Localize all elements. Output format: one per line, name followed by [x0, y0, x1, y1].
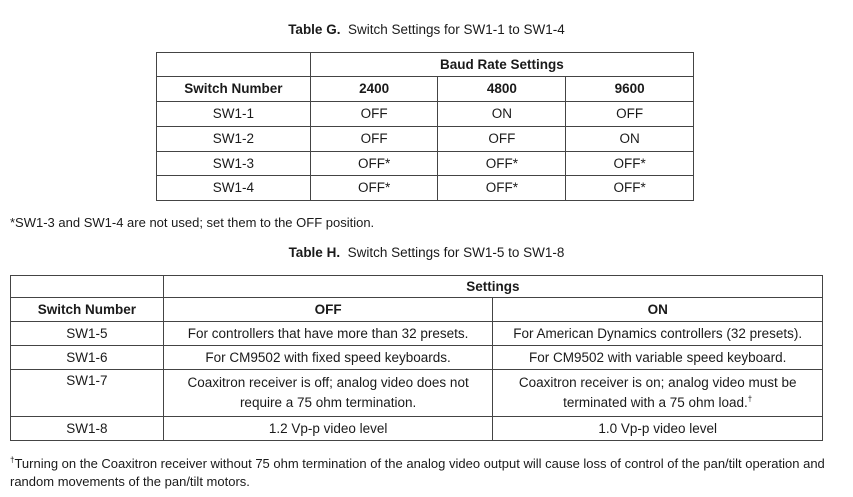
on-cell-line — [493, 393, 822, 413]
table-h-caption-label: Table H. — [288, 245, 341, 260]
table-h — [10, 275, 823, 441]
dagger-mark: † — [10, 455, 15, 465]
on-cell: For American Dynamics controllers (32 presets). — [493, 322, 823, 346]
value-cell: OFF* — [566, 152, 694, 176]
table-g-caption-label: Table G. — [288, 22, 341, 37]
table-h-corner-cell — [11, 276, 164, 298]
value-cell: OFF* — [566, 176, 694, 201]
table-g-col-header: 2400 — [310, 77, 438, 102]
switch-cell: SW1-6 — [11, 346, 164, 370]
table-h-caption — [0, 245, 853, 260]
table-row — [157, 102, 694, 127]
table-g-caption — [0, 22, 853, 37]
value-cell: OFF* — [310, 176, 438, 201]
table-row — [11, 322, 823, 346]
table-g-col-header: 9600 — [566, 77, 694, 102]
switch-cell: SW1-1 — [157, 102, 311, 127]
on-cell — [493, 370, 823, 417]
switch-cell: SW1-3 — [157, 152, 311, 176]
table-h-footnote-line — [10, 455, 825, 473]
on-cell: For CM9502 with variable speed keyboard. — [493, 346, 823, 370]
table-g-corner-cell — [157, 53, 311, 77]
switch-cell: SW1-8 — [11, 417, 164, 441]
table-g-caption-text: Switch Settings for SW1-1 to SW1-4 — [347, 22, 565, 37]
table-row — [157, 127, 694, 152]
off-cell: For controllers that have more than 32 presets. — [163, 322, 493, 346]
table-g-col-header: 4800 — [438, 77, 566, 102]
value-cell: ON — [438, 102, 566, 127]
table-h-off-header: OFF — [163, 298, 493, 322]
value-cell: OFF — [310, 127, 438, 152]
value-cell: OFF — [566, 102, 694, 127]
switch-cell: SW1-2 — [157, 127, 311, 152]
table-g-switch-header: Switch Number — [157, 77, 311, 102]
table-row — [11, 370, 823, 417]
table-h-caption-text: Switch Settings for SW1-5 to SW1-8 — [347, 245, 565, 260]
value-cell: OFF — [310, 102, 438, 127]
switch-cell: SW1-7 — [11, 370, 164, 417]
on-cell-text: terminated with a 75 ohm load. — [563, 395, 748, 410]
off-cell-line: require a 75 ohm termination. — [239, 395, 417, 410]
value-cell: OFF* — [310, 152, 438, 176]
table-row — [157, 176, 694, 201]
table-h-group-header: Settings — [163, 276, 822, 298]
table-g-group-header: Baud Rate Settings — [310, 53, 693, 77]
table-g-footnote: *SW1-3 and SW1-4 are not used; set them to the OFF position. — [10, 215, 375, 230]
table-h-footnote-text: Turning on the Coaxitron receiver without 75 ohm termination of the analog video output will cause loss of control of the pan/tilt operation and — [14, 456, 825, 471]
table-h-footnote — [10, 455, 825, 491]
off-cell-line: Coaxitron receiver is off; analog video does not — [187, 375, 469, 390]
value-cell: OFF* — [438, 152, 566, 176]
table-row — [11, 417, 823, 441]
table-g — [156, 52, 694, 201]
switch-cell: SW1-4 — [157, 176, 311, 201]
table-row — [11, 346, 823, 370]
on-cell: 1.0 Vp-p video level — [493, 417, 823, 441]
off-cell: For CM9502 with fixed speed keyboards. — [163, 346, 493, 370]
table-row — [157, 152, 694, 176]
switch-cell: SW1-5 — [11, 322, 164, 346]
table-h-on-header: ON — [493, 298, 823, 322]
off-cell — [163, 370, 493, 417]
off-cell: 1.2 Vp-p video level — [163, 417, 493, 441]
value-cell: OFF* — [438, 176, 566, 201]
on-cell-line: Coaxitron receiver is on; analog video must be — [518, 375, 797, 390]
dagger-mark: † — [747, 394, 753, 404]
table-h-footnote-line: random movements of the pan/tilt motors. — [10, 474, 250, 489]
value-cell: OFF — [438, 127, 566, 152]
table-h-switch-header: Switch Number — [11, 298, 164, 322]
value-cell: ON — [566, 127, 694, 152]
